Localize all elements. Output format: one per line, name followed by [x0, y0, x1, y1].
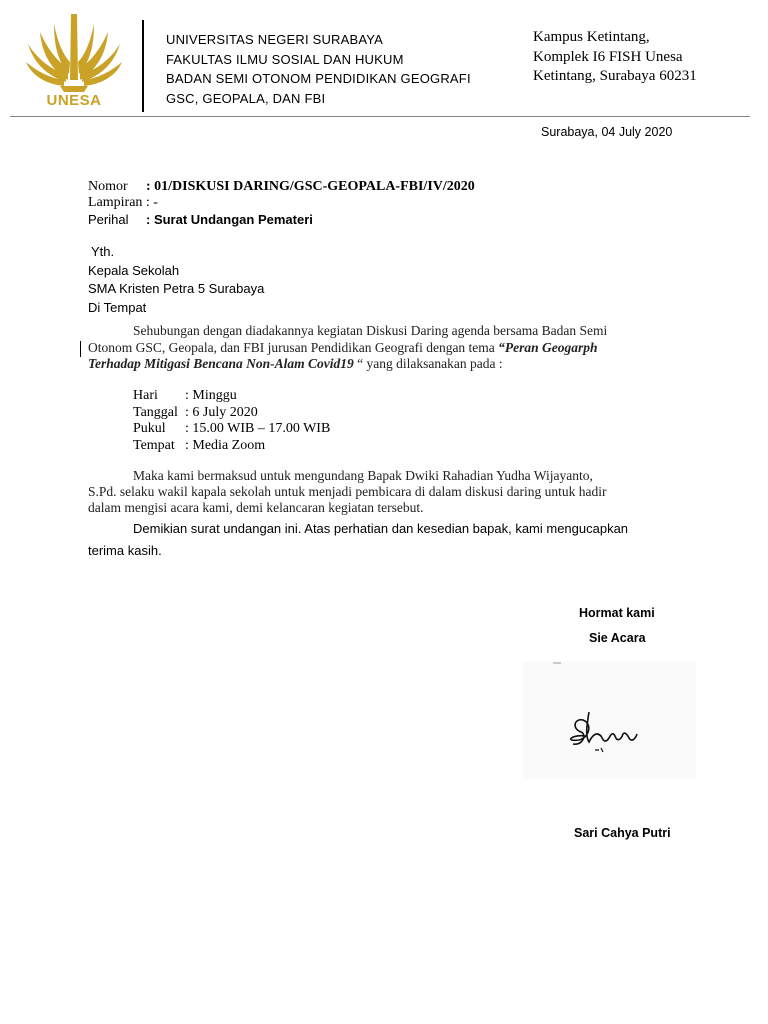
para2-line-3: dalam mengisi acara kami, demi kelancaran kegiatan tersebut. — [88, 500, 424, 515]
header-divider-horizontal — [10, 116, 750, 117]
address-line-1: Kampus Ketintang, — [533, 29, 650, 45]
header-divider-vertical — [142, 20, 144, 112]
recipient-block — [88, 243, 264, 317]
header-line-1: UNIVERSITAS NEGERI SURABAYA — [166, 32, 384, 47]
para1-text: Otonom GSC, Geopala, dan FBI jurusan Pendidikan Geografi dengan tema — [88, 339, 499, 355]
para2-line-1: Maka kami bermaksud untuk mengundang Bapak Dwiki Rahadian Yudha Wijayanto, — [133, 468, 593, 483]
nomor-label: Nomor — [88, 179, 128, 194]
paragraph-2 — [88, 468, 768, 516]
pukul-label: Pukul — [133, 421, 166, 436]
tempat-label: Tempat — [133, 437, 175, 453]
para1-line-2 — [88, 340, 768, 357]
nomor-value: : 01/DISKUSI DARING/GSC-GEOPALA-FBI/IV/2020 — [146, 179, 475, 194]
lampiran-value: : - — [145, 195, 158, 210]
recipient-line-1: Kepala Sekolah — [88, 262, 180, 278]
para1-theme-1: “Peran Geogarph — [498, 339, 598, 355]
institution-address — [533, 28, 697, 87]
para1-line-1: Sehubungan dengan diadakannya kegiatan Diskusi Daring agenda bersama Badan Semi — [133, 323, 608, 338]
closing-hormat: Hormat kami — [579, 606, 655, 620]
lampiran-label: Lampiran — [88, 195, 143, 210]
institution-header — [166, 30, 471, 108]
signature-image — [523, 662, 696, 779]
tanggal-label: Tanggal — [133, 404, 178, 420]
para2-line-2: S.Pd. selaku wakil kapala sekolah untuk menjadi pembicara di dalam diskusi daring untuk hadir — [88, 484, 607, 499]
header-line-2: FAKULTAS ILMU SOSIAL DAN HUKUM — [166, 51, 404, 67]
para3-line-1: Demikian surat undangan ini. Atas perhatian dan kesedian bapak, kami mengucapkan — [133, 521, 629, 536]
perihal-label: Perihal — [88, 212, 129, 227]
recipient-line-2: SMA Kristen Petra 5 Surabaya — [88, 281, 265, 296]
tempat-value: : Media Zoom — [185, 437, 266, 453]
address-line-3: Ketintang, Surabaya 60231 — [533, 68, 697, 84]
recipient-line-3: Di Tempat — [88, 299, 147, 315]
nomor-row — [88, 179, 475, 195]
recipient-yth: Yth. — [91, 244, 115, 259]
address-line-2: Komplek I6 FISH Unesa — [533, 48, 683, 65]
tanggal-value: : 6 July 2020 — [185, 404, 258, 420]
header-line-3: BADAN SEMI OTONOM PENDIDIKAN GEOGRAFI — [166, 71, 471, 86]
lampiran-row — [88, 195, 158, 211]
hari-value: : Minggu — [185, 388, 237, 403]
event-tanggal-row — [133, 405, 330, 422]
event-details — [133, 388, 330, 454]
event-tempat-row — [133, 438, 330, 455]
pukul-value: : 15.00 WIB – 17.00 WIB — [185, 421, 331, 436]
perihal-row — [88, 212, 313, 227]
para1-line-3 — [88, 356, 768, 373]
signer-name: Sari Cahya Putri — [574, 826, 671, 840]
para3-line-2: terima kasih. — [88, 543, 162, 558]
signature-icon — [523, 662, 696, 779]
event-hari-row — [133, 388, 330, 405]
closing-sie: Sie Acara — [589, 631, 646, 645]
text-cursor — [80, 341, 81, 357]
letter-date: Surabaya, 04 July 2020 — [541, 125, 673, 139]
hari-label: Hari — [133, 388, 158, 403]
perihal-value: : Surat Undangan Pemateri — [146, 212, 313, 227]
paragraph-3 — [88, 518, 768, 562]
para1-tail: “ yang dilaksanakan pada : — [353, 356, 503, 371]
para1-theme-2: Terhadap Mitigasi Bencana Non-Alam Covid19 — [88, 356, 354, 371]
event-pukul-row — [133, 421, 330, 438]
logo-text: UNESA — [46, 92, 102, 109]
header-line-4: GSC, GEOPALA, DAN FBI — [166, 90, 326, 106]
paragraph-1 — [88, 323, 768, 373]
